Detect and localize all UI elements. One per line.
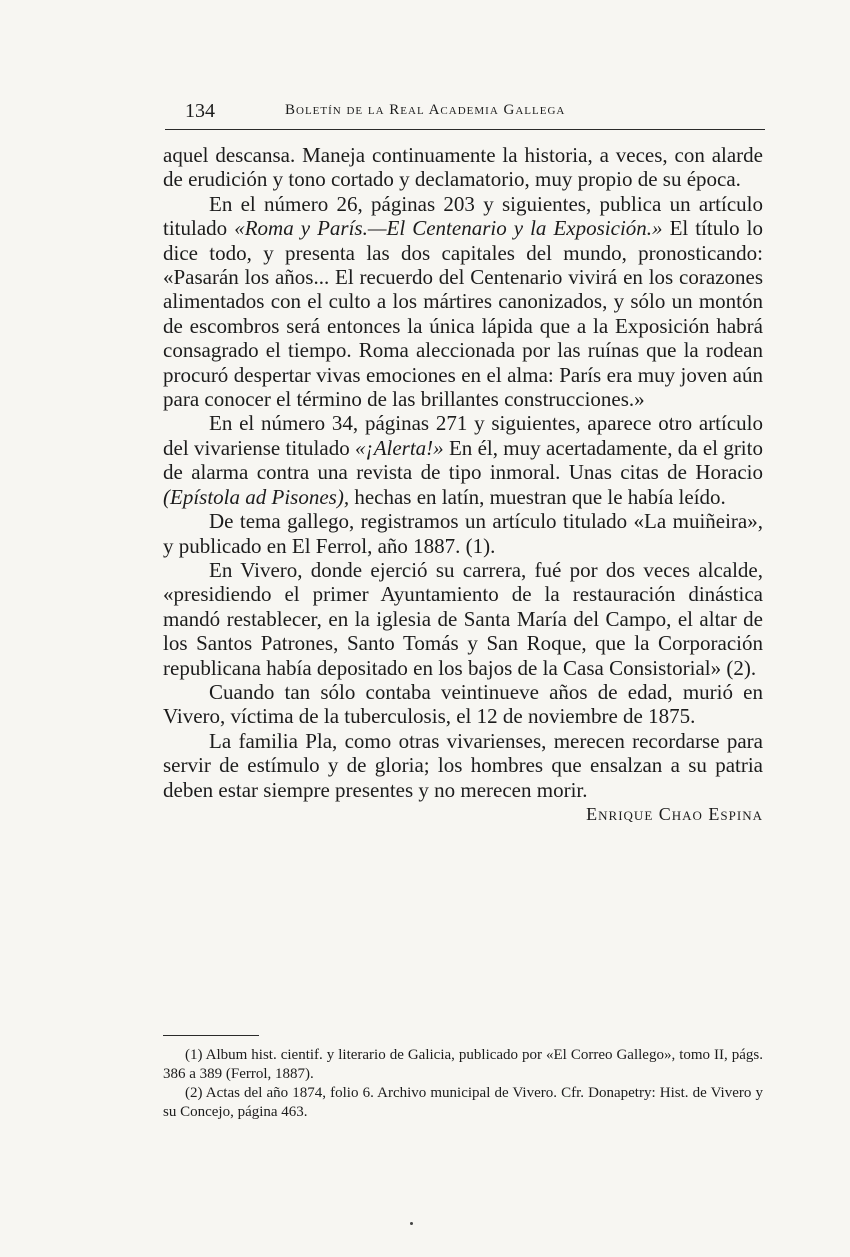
- body-text: [163, 143, 763, 826]
- paragraph-2-text-a: En el número 26, páginas 203 y siguientes, publica un artículo titulado: [163, 191, 763, 241]
- paper-speck: [410, 1222, 413, 1225]
- paragraph-4: [163, 509, 763, 558]
- paragraph-3-text-c: hechas en latín, muestran que le había leído.: [349, 484, 726, 509]
- paragraph-5-text: En Vivero, donde ejerció su carrera, fué por dos veces alcalde, «presidiendo el primer Ayuntamiento de la restauración dinástica mandó restablecer, en la iglesia de Santa María del Campo, el altar de los Santos Patrones, Santo Tomás y San Roque, que la Corporación republicana había depositado en los bajos de la Casa Consistorial» (2).: [163, 557, 763, 680]
- paragraph-3: [163, 411, 763, 509]
- paragraph-4-text: De tema gallego, registramos un artículo titulado «La muiñeira», y publicado en El Ferrol, año 1887. (1).: [163, 509, 763, 558]
- running-title: Boletín de la Real Academia Gallega: [285, 102, 566, 118]
- paragraph-2: [163, 192, 763, 412]
- author-signature: Enrique Chao Espina: [586, 803, 763, 824]
- paragraph-7-text: La familia Pla, como otras vivarienses, merecen recordarse para servir de estímulo y de gloria; los hombres que ensalzan a su patria deben estar siempre presentes y no merecen morir.: [163, 728, 763, 802]
- page-number: 134: [185, 100, 215, 122]
- article-title-alerta: «¡Alerta!»: [355, 435, 444, 460]
- article-title-roma-paris: «Roma y París.—El Centenario y la Exposición.»: [234, 216, 663, 241]
- paragraph-2-text-b: El título lo dice todo, y presenta las dos capitales del mundo, pronosticando: «Pasarán los años... El recuerdo del Centenario vivirá en los corazones alimentados con el culto a los mártires canonizados, y sólo un montón de escombros será entonces la única lápida que a la Exposición habrá consagrado el tiempo. Roma aleccionada por las ruínas que la rodean procuró despertar vivas emociones en el alma: París era muy joven aún para conocer el término de las brillantes construcciones.»: [163, 216, 763, 412]
- header-rule: [165, 129, 765, 130]
- latin-citation: (Epístola ad Pisones),: [163, 484, 350, 509]
- footnotes: [163, 1046, 763, 1122]
- footnote-2: (2) Actas del año 1874, folio 6. Archivo municipal de Vivero. Cfr. Donapetry: Hist. de Vivero y su Concejo, página 463.: [163, 1085, 763, 1120]
- footnote-1: (1) Album hist. cientif. y literario de Galicia, publicado por «El Correo Gallego», tomo II, págs. 386 a 389 (Ferrol, 1887).: [163, 1047, 763, 1082]
- paragraph-3-text-a: En el número 34, páginas 271 y siguientes, aparece otro artículo del vivariense titulado: [163, 411, 763, 460]
- paragraph-1: [163, 143, 763, 192]
- page-header: [165, 96, 765, 126]
- footnote-rule: [163, 1035, 259, 1036]
- paragraph-5: [163, 558, 763, 680]
- paragraph-6: [163, 680, 763, 729]
- paragraph-1-text: aquel descansa. Maneja continuamente la historia, a veces, con alarde de erudición y tono cortado y declamatorio, muy propio de su época.: [163, 143, 763, 192]
- paragraph-6-text: Cuando tan sólo contaba veintinueve años de edad, murió en Vivero, víctima de la tuberculosis, el 12 de noviembre de 1875.: [163, 679, 763, 729]
- paragraph-7: [163, 729, 763, 802]
- paragraph-3-text-b: En él, muy acertadamente, da el grito de alarma contra una revista de tipo inmoral. Unas citas de Horacio: [163, 435, 763, 485]
